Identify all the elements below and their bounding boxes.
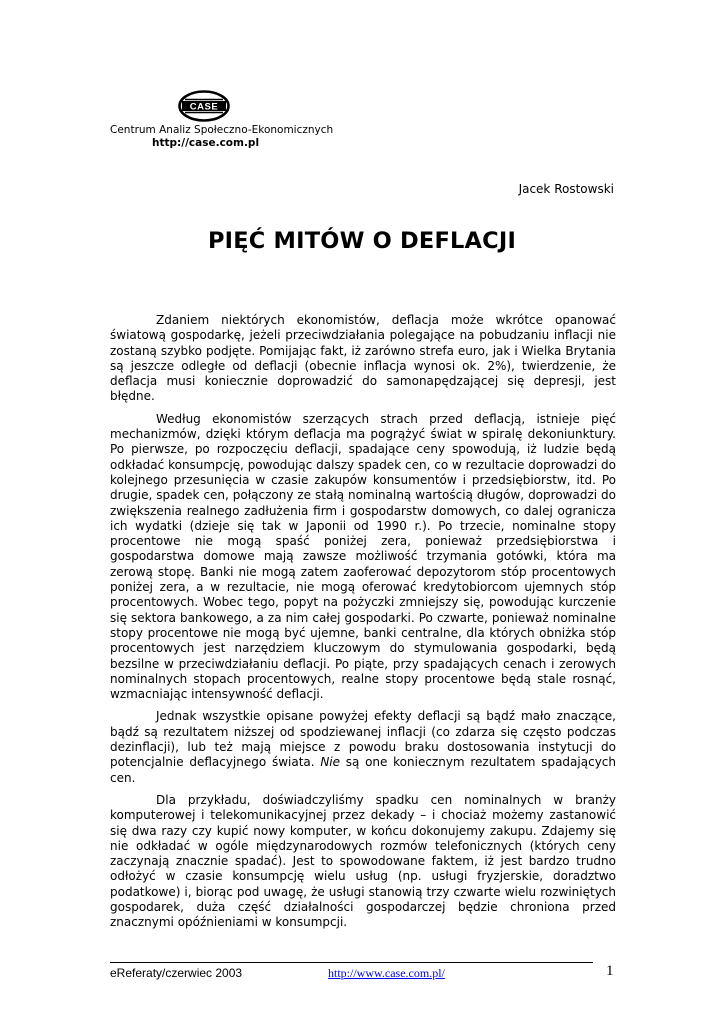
document-title: PIĘĆ MITÓW O DEFLACJI [207, 228, 517, 254]
paragraph-3: Jednak wszystkie opisane powyżej efekty deflacji są bądź mało znaczące, bądź są rezultatem niższej od spodziewanej inflacji (co zdarza się często podczas dezinflacji), lub też mają miejsce z powodu braku dostosowania instytucji do potencjalnie deflacyjnego świata. Nie są one koniecznym rezultatem spadających cen. [110, 709, 616, 785]
footer-issue-label: eReferaty/czerwiec 2003 [110, 966, 243, 980]
paragraph-1: Zdaniem niektórych ekonomistów, deflacja może wkrótce opanować światową gospodarkę, jeżeli przeciwdziałania polegające na pobudzaniu inflacji nie zostaną szybko podjęte. Pomijając fakt, iż zarówno strefa euro, jak i Wielka Brytania są jeszcze odległe od deflacji (obecnie inflacja wynosi ok. 2%), twierdzenie, że deflacja musi koniecznie doprowadzić do samonapędzającej się depresji, jest błędne. [110, 313, 616, 404]
author-name: Jacek Rostowski [518, 182, 614, 196]
paragraph-2: Według ekonomistów szerzących strach przed deflacją, istnieje pięć mechanizmów, dzięki którym deflacja ma pogrążyć świat w spiralę dekoniunktury. Po pierwsze, po rozpoczęciu deflacji, spadające ceny spowodują, iż ludzie będą odkładać konsumpcję, powodując dalszy spadek cen, co w rezultacie doprowadzi do kolejnego przesunięcia w czasie zakupów konsumentów i przedsiębiorstw, itd. Po drugie, spadek cen, połączony ze stałą nominalną wartością długów, doprowadzi do zwiększenia realnego zadłużenia firm i gospodarstw domowych, co dalej ogranicza ich wydatki (dzieje się tak w Japonii od 1990 r.). Po trzecie, nominalne stopy procentowe nie mogą spaść poniżej zera, ponieważ przedsiębiorstwa i gospodarstwa domowe mają zawsze możliwość trzymania gotówki, która ma zerową stopę. Banki nie mogą zatem zaoferować depozytorom stóp procentowych poniżej zera, a w rezultacie, nie mogą oferować kredytobiorcom ujemnych stóp procentowych. Wobec tego, popyt na pożyczki zmniejszy się, powodując kurczenie się sektora bankowego, a za nim całej gospodarki. Po czwarte, ponieważ nominalne stopy procentowe nie mogą być ujemne, banki centralne, dla których obniżka stóp procentowych jest narzędziem kluczowym do stymulowania gospodarki, będą bezsilne w przeciwdziałaniu deflacji. Po piąte, przy spadających cenach i zerowych nominalnych stopach procentowych, realne stopy procentowe będą stale rosnąć, wzmacniając intensywność deflacji. [110, 411, 616, 702]
footer-website-link[interactable]: http://www.case.com.pl/ [328, 966, 445, 980]
paragraph-4: Dla przykładu, doświadczyliśmy spadku cen nominalnych w branży komputerowej i telekomunikacyjnej przez dekady – i chociaż możemy zastanowić się dwa razy czy kupić nowy komputer, w końcu dokonujemy zakupu. Zdajemy się nie odkładać w ogóle międzynarodowych rozmów telefonicznych (których ceny zaczynają znacznie spadać). Jest to spowodowane faktem, iż jest bardzo trudno odłożyć w czasie konsumpcję wielu usług (np. usługi fryzjerskie, doradztwo podatkowe) i, biorąc pod uwagę, że usługi stanowią trzy czwarte wielu rozwiniętych gospodarek, duża część działalności gospodarczej będzie chroniona przed znacznymi opóźnieniami w konsumpcji. [110, 792, 616, 930]
case-logo [178, 90, 230, 122]
footer-divider [110, 962, 593, 963]
page-number: 1 [606, 963, 614, 979]
organization-name: Centrum Analiz Społeczno-Ekonomicznych [110, 124, 334, 136]
article-body [110, 313, 616, 938]
case-logo-text: CASE [189, 101, 219, 113]
emphasized-word: Nie [320, 755, 341, 770]
organization-url: http://case.com.pl [152, 137, 260, 149]
